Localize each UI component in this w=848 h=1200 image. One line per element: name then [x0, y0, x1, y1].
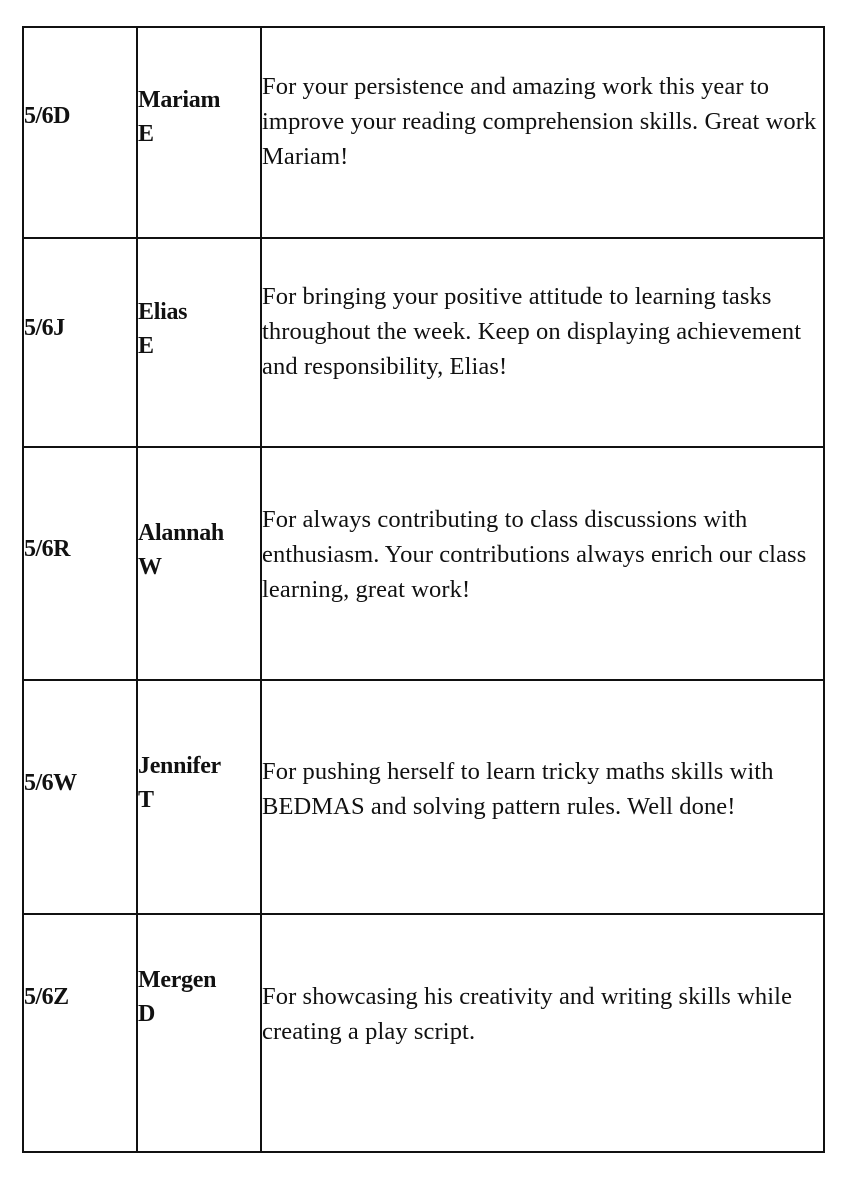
- table-row: [23, 914, 824, 1152]
- student-first-name: Alannah: [138, 519, 224, 546]
- student-name-cell: [137, 680, 261, 914]
- table-row: [23, 447, 824, 680]
- award-comment: For pushing herself to learn tricky maths skills with BEDMAS and solving pattern rules. Well done!: [262, 758, 774, 820]
- student-name-cell: [137, 914, 261, 1152]
- class-label: 5/6Z: [24, 983, 69, 1010]
- awards-table: [22, 26, 825, 1153]
- class-label: 5/6R: [24, 536, 70, 562]
- award-comment-cell: [261, 27, 824, 238]
- student-first-name: Mariam: [138, 86, 221, 113]
- class-cell: [23, 914, 137, 1152]
- student-name-cell: [137, 447, 261, 680]
- award-comment-cell: [261, 238, 824, 447]
- award-comment: For always contributing to class discussions with enthusiasm. Your contributions always enrich our class learning, great work!: [262, 506, 807, 603]
- award-comment-cell: [261, 680, 824, 914]
- class-label: 5/6W: [24, 769, 77, 796]
- class-cell: [23, 238, 137, 447]
- student-last-initial: D: [138, 1001, 156, 1027]
- class-label: 5/6D: [24, 103, 70, 129]
- award-comment: For bringing your positive attitude to learning tasks throughout the week. Keep on displaying achievement and responsibility, Elias!: [262, 283, 802, 380]
- class-label: 5/6J: [24, 315, 65, 341]
- table-row: [23, 27, 824, 238]
- student-last-initial: E: [138, 120, 154, 147]
- student-name-cell: [137, 238, 261, 447]
- student-last-initial: T: [138, 787, 154, 813]
- student-last-initial: W: [138, 553, 162, 580]
- award-comment-cell: [261, 447, 824, 680]
- student-first-name: Jennifer: [138, 753, 221, 779]
- class-cell: [23, 680, 137, 914]
- table-row: [23, 680, 824, 914]
- table-row: [23, 238, 824, 447]
- class-cell: [23, 27, 137, 238]
- student-first-name: Mergen: [138, 967, 217, 993]
- award-comment-cell: [261, 914, 824, 1152]
- student-name-cell: [137, 27, 261, 238]
- student-first-name: Elias: [138, 298, 188, 325]
- award-comment: For your persistence and amazing work this year to improve your reading comprehension skills. Great work Mariam!: [262, 73, 817, 170]
- student-last-initial: E: [138, 332, 154, 359]
- award-comment: For showcasing his creativity and writing skills while creating a play script.: [262, 983, 793, 1045]
- class-cell: [23, 447, 137, 680]
